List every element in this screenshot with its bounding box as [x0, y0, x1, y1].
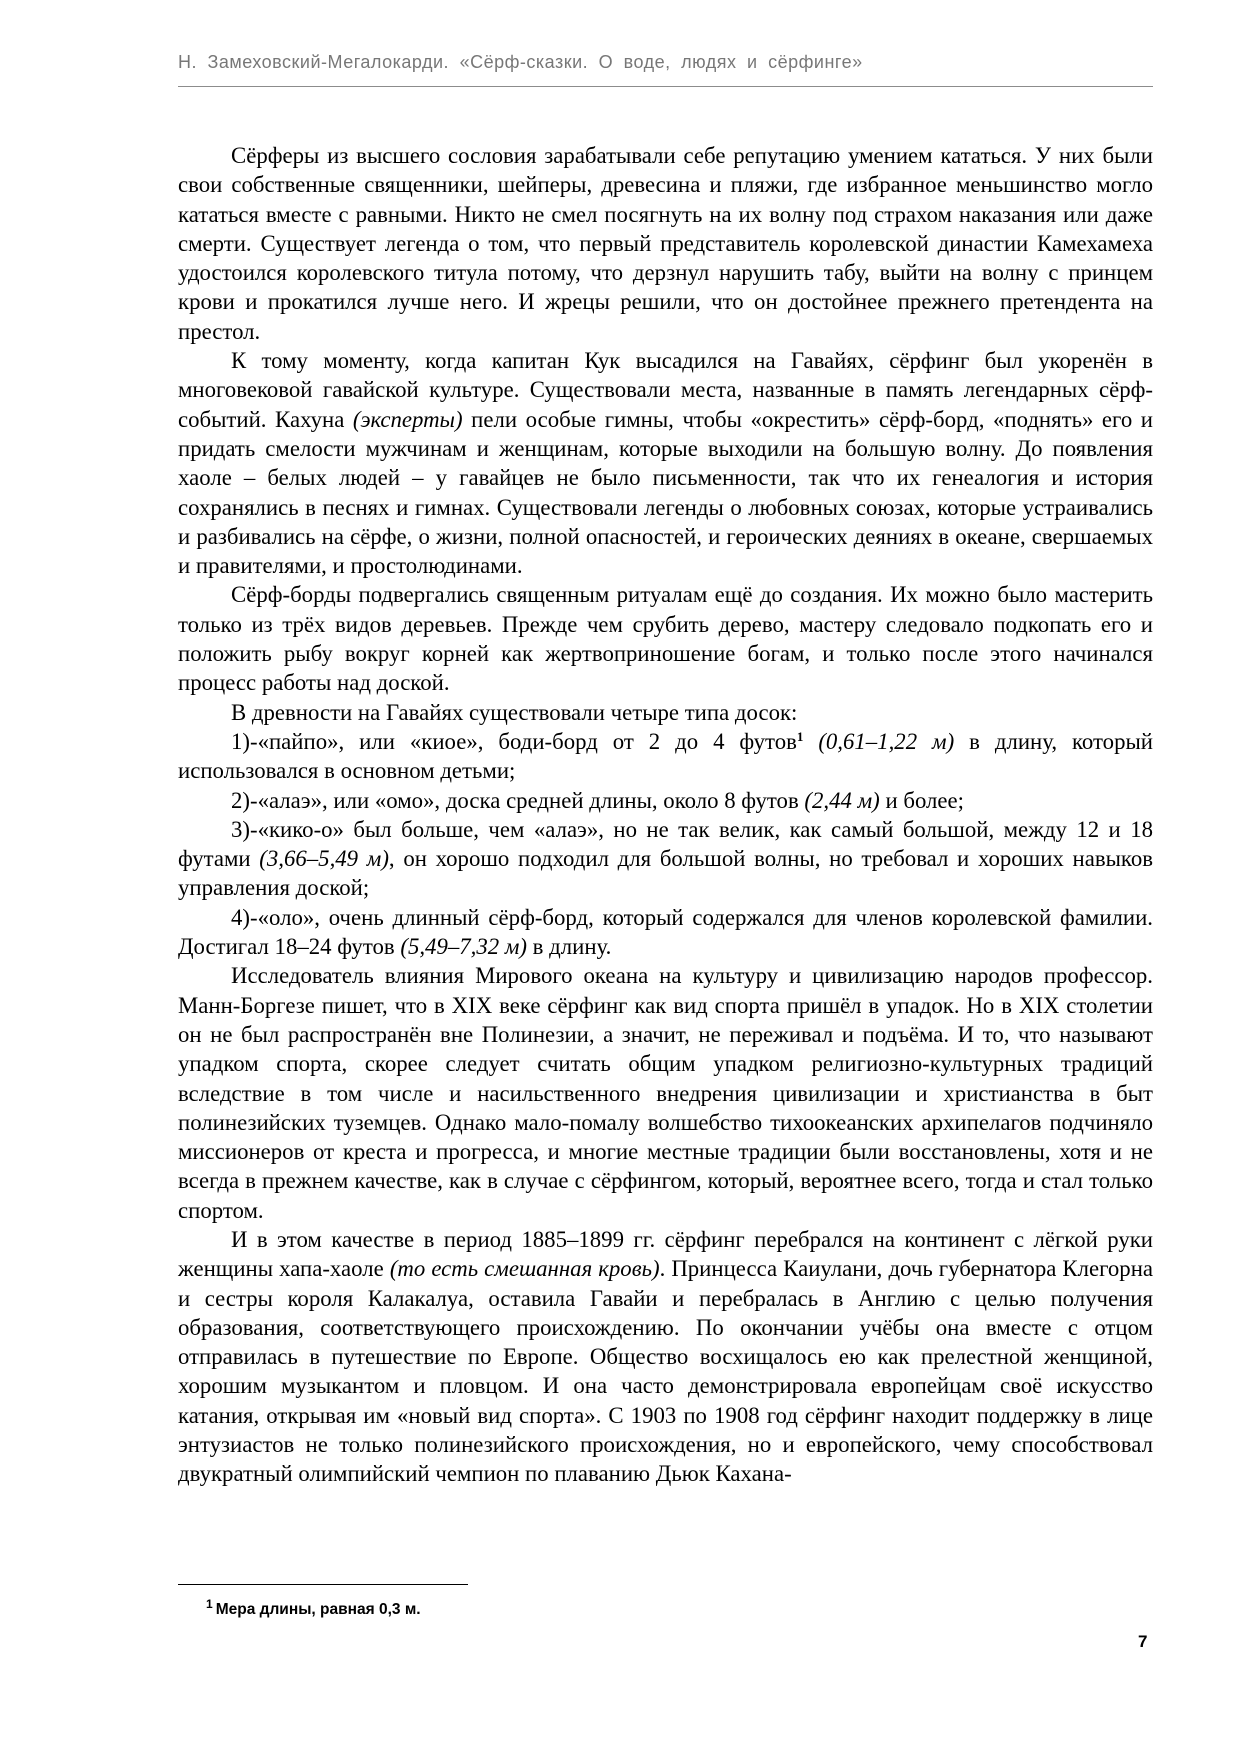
footnote-reference: 1: [796, 728, 804, 744]
page-number: 7: [1138, 1632, 1148, 1651]
italic-measure: (2,44 м): [804, 787, 880, 813]
body-text: [178, 141, 1153, 1489]
paragraph-board-types-intro: В древности на Гавайях существовали четыре типа досок:: [231, 699, 798, 725]
footnote-rule: [178, 1584, 468, 1585]
italic-measure: (5,49–7,32 м): [400, 934, 527, 960]
header-rule: [178, 86, 1153, 87]
paragraph-board-rituals: Сёрф-борды подвергались священным ритуалам ещё до создания. Их можно было мастерить только из трёх видов деревьев. Прежде чем срубить дерево, мастеру следовало подкопать его и положить рыбу вокруг корней как жертвоприношение богам, и только после этого начинался процесс работы над доской.: [178, 582, 1153, 696]
paragraph-captain-cook: К тому моменту, когда капитан Кук высадился на Гавайях, сёрфинг был укоренён в многовековой гавайской культуре. Существовали места, названные в память легендарных сёрф-событий. Кахуна (эксперты) пели особые гимны, чтобы «окрестить» сёрф-борд, «поднять» его и придать смелости мужчинам и женщинам, которые выходили на большую волну. До появления хаоле – белых людей – у гавайцев не было письменности, так что их генеалогия и история сохранялись в песнях и гимнах. Существовали легенды о любовных союзах, которые устраивались и разбивались на сёрфе, о жизни, полной опасностей, и героических деяниях в океане, свершаемых и правителями, и простолюдинами.: [178, 348, 1153, 579]
list-item-paipo: 1)-«пайпо», или «киое», боди-борд от 2 до 4 футов$^1$ (0,61–1,22 м) в длину, который использовался в основном детьми;: [178, 728, 1153, 784]
italic-note: (то есть смешанная кровь): [389, 1256, 660, 1282]
italic-note: (эксперты): [352, 406, 463, 432]
paragraph-decline: Исследователь влияния Мирового океана на культуру и цивилизацию народов профессор. Манн-Боргезе пишет, что в XIX веке сёрфинг как вид спорта пришёл в упадок. Но в XIX столетии он не был распространён вне Полинезии, а значит, не переживал и подъёма. И то, что называют упадком спорта, скорее следует считать общим упадком религиозно-культурных традиций вследствие в том числе и насильственного внедрения цивилизации и христианства в быт полинезийских туземцев. Однако мало-помалу волшебство тихоокеанских архипелагов подчиняло миссионеров от креста и прогресса, и многие местные традиции были восстановлены, хотя и не всегда в прежнем качестве, как в случае с сёрфингом, который, вероятнее всего, тогда и стал только спортом.: [178, 963, 1153, 1223]
list-item-kiko-o: 3)-«кико-о» был больше, чем «алаэ», но не так велик, как самый большой, между 12 и 18 футами (3,66–5,49 м), он хорошо подходил для большой волны, но требовал и хороших навыков управления доской;: [178, 816, 1153, 901]
list-item-olo: 4)-«оло», очень длинный сёрф-борд, который содержался для членов королевской фамилии. Достигал 18–24 футов (5,49–7,32 м) в длину.: [178, 904, 1153, 960]
paragraph-princess-kaiulani: И в этом качестве в период 1885–1899 гг. сёрфинг перебрался на континент с лёгкой руки женщины хапа-хаоле (то есть смешанная кровь). Принцесса Каиулани, дочь губернатора Клегорна и сестры короля Калакалуа, оставила Гавайи и перебралась в Англию с целью получения образования, соответствующего происхождению. По окончании учёбы она вместе с отцом отправилась в путешествие по Европе. Общество восхищалось ею как прелестной женщиной, хорошим музыкантом и пловцом. И она часто демонстрировала европейцам своё искусство катания, открывая им «новый вид спорта». С 1903 по 1908 год сёрфинг находит поддержку в лице энтузиастов не только полинезийского происхождения, но и европейского, чему способствовал двукратный олимпийский чемпион по плаванию Дьюк Кахана-: [178, 1226, 1154, 1487]
italic-measure: (0,61–1,22 м): [818, 728, 955, 754]
footnote: [206, 1597, 421, 1619]
footnote-marker: 1: [206, 1597, 213, 1611]
italic-measure: (3,66–5,49 м): [259, 846, 389, 872]
footnote-text: Мера длины, равная 0,3 м.: [215, 1601, 421, 1618]
paragraph-upper-class-surfers: Сёрферы из высшего сословия зарабатывали себе репутацию умением кататься. У них были свои собственные священники, шейперы, древесина и пляжи, где избранное меньшинство могло кататься вместе с равными. Никто не смел посягнуть на их волну под страхом наказания или даже смерти. Существует легенда о том, что первый представитель королевской династии Камехамеха удостоился королевского титула потому, что дерзнул нарушить табу, выйти на волну с принцем крови и прокатился лучше него. И жрецы решили, что он достойнее прежнего претендента на престол.: [178, 143, 1153, 344]
list-item-alaia: 2)-«алаэ», или «омо», доска средней длины, около 8 футов (2,44 м) и более;: [231, 787, 964, 813]
running-header: Н. Замеховский-Мегалокарди. «Сёрф-сказки. О воде, людях и сёрфинге»: [178, 52, 863, 72]
